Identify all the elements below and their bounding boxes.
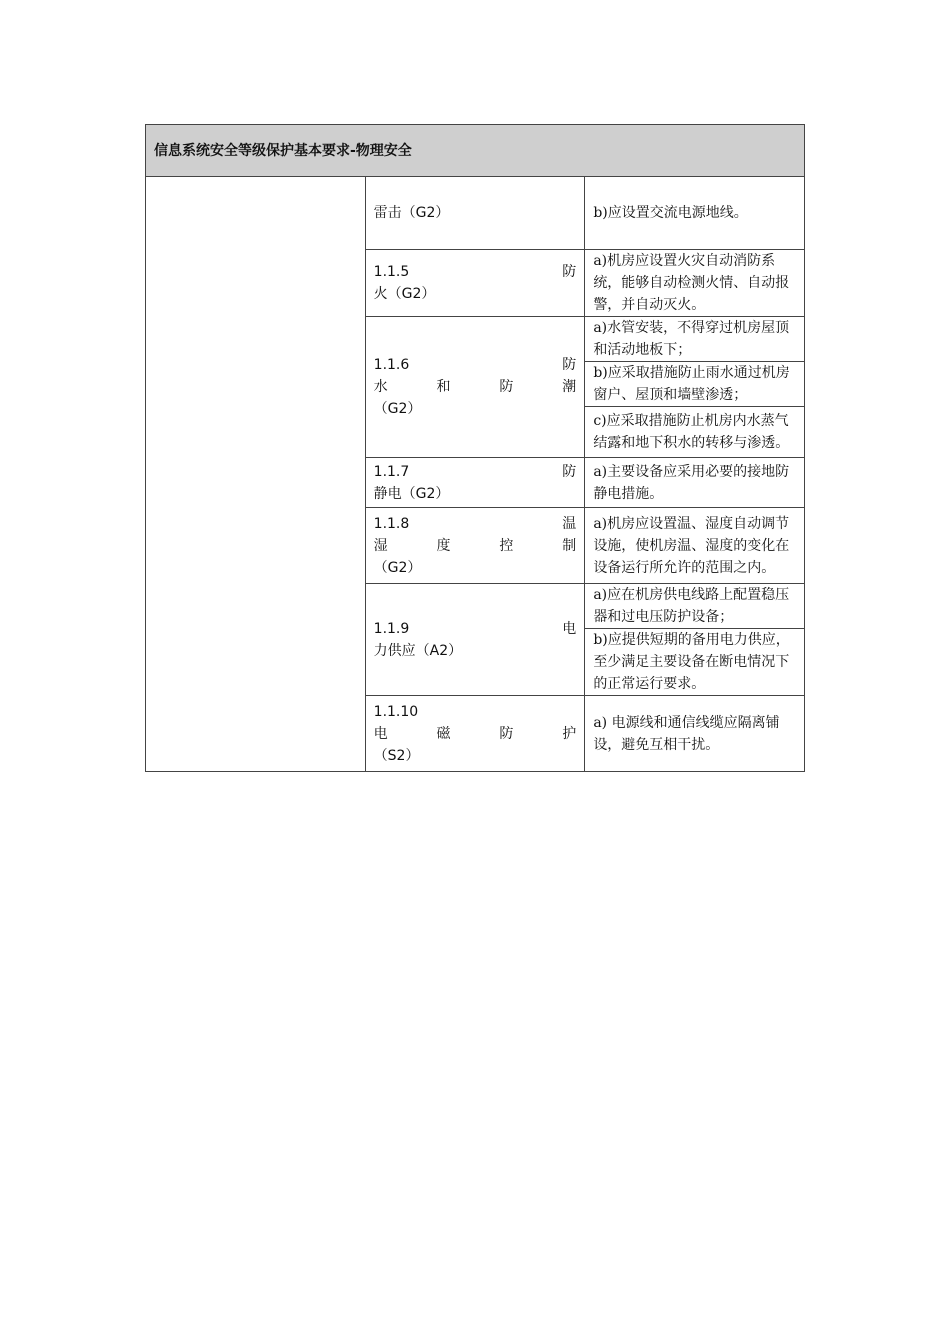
item-label [365,458,585,508]
requirement-text: a)水管安装，不得穿过机房屋顶和活动地板下； [585,317,805,362]
requirement-text: a)应在机房供电线路上配置稳压器和过电压防护设备； [585,584,805,629]
table-row [146,177,805,250]
item-label: 雷击（G2） [365,177,585,250]
physical-security-requirements-table [145,124,805,772]
item-label-line: 1.1.5 防 [373,264,577,280]
item-label-line: 1.1.8 温 [373,515,577,532]
requirement-text: b)应采取措施防止雨水通过机房窗户、屋顶和墙壁渗透； [585,362,805,407]
item-label-line: 1.1.7 防 [373,463,577,480]
item-label-line: 湿度控制 [373,537,577,554]
item-label [365,250,585,317]
item-label-line: 力供应（A2） [373,642,463,659]
requirement-text: b)应设置交流电源地线。 [585,177,805,250]
item-label [365,584,585,696]
table-header-row [146,125,805,177]
item-label-line: （G2） [373,559,422,576]
item-label-line: 1.1.9 电 [373,620,577,637]
item-label [365,696,585,772]
requirement-text: a)机房应设置火灾自动消防系统，能够自动检测火情、自动报警，并自动灭火。 [585,250,805,317]
requirement-text: c)应采取措施防止机房内水蒸气结露和地下积水的转移与渗透。 [585,407,805,458]
requirement-text: b)应提供短期的备用电力供应，至少满足主要设备在断电情况下的正常运行要求。 [585,629,805,696]
item-label-line: 1.1.6 防 [373,357,577,373]
requirement-text: a)主要设备应采用必要的接地防静电措施。 [585,458,805,508]
requirement-text: a)机房应设置温、湿度自动调节设施，使机房温、湿度的变化在设备运行所允许的范围之内。 [585,508,805,584]
item-label-line: （G2） [373,401,422,417]
item-label-line: 火（G2） [373,286,436,302]
item-label-line: 静电（G2） [373,485,450,502]
section-cell-empty [146,177,366,772]
item-label-line: 1.1.10 [373,703,419,720]
item-label [365,317,585,458]
item-label-line: 电磁防护 [373,725,577,742]
item-label-line: 水和防潮 [373,379,577,395]
table-title: 信息系统安全等级保护基本要求-物理安全 [146,125,805,177]
requirement-text: a) 电源线和通信线缆应隔离铺设，避免互相干扰。 [585,696,805,772]
item-label [365,508,585,584]
item-label-line: （S2） [373,747,420,764]
